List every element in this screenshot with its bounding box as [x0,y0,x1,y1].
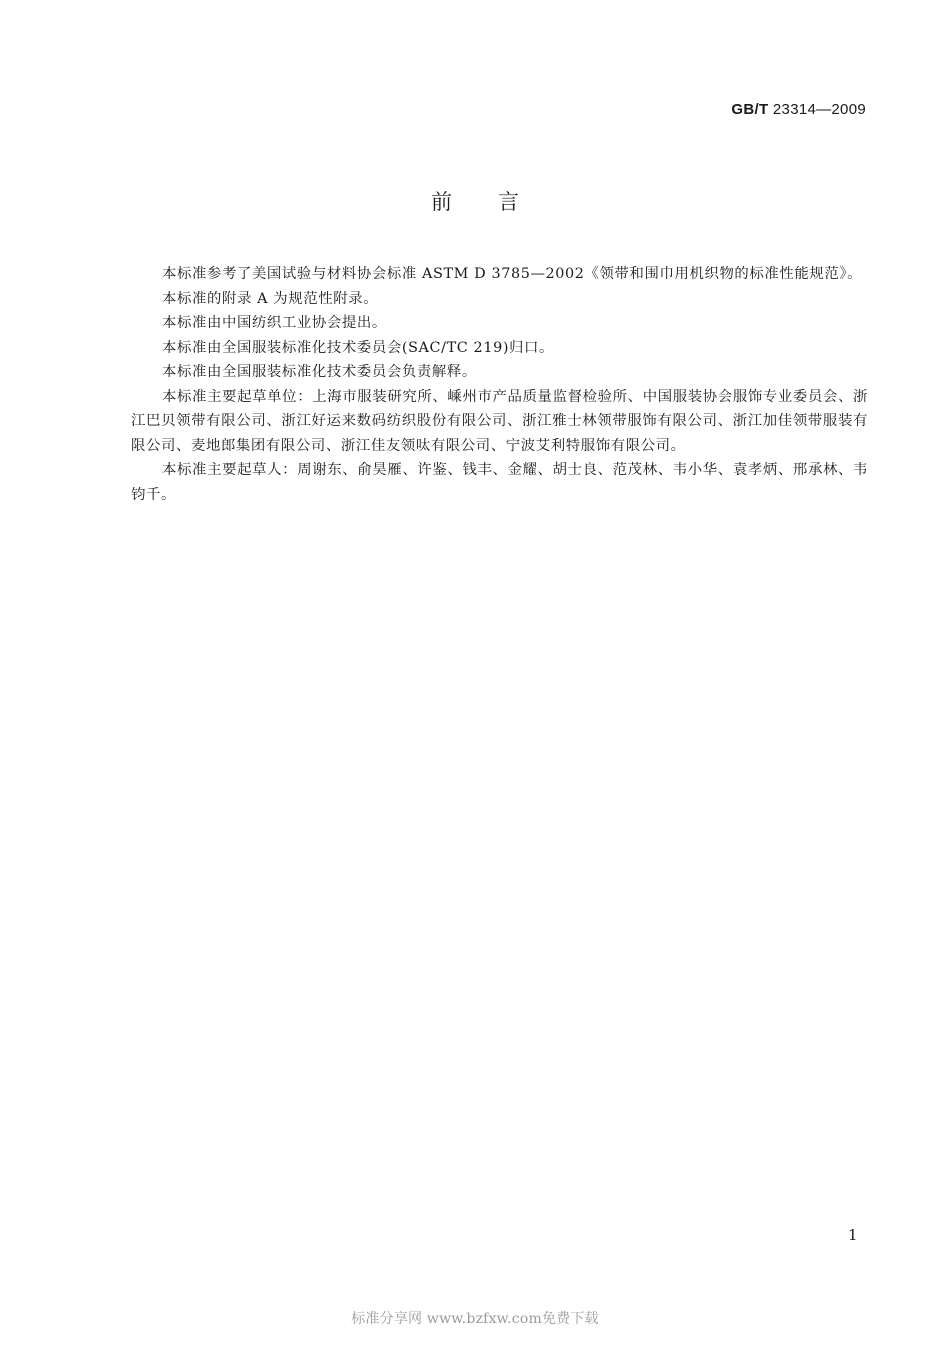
watermark-text: 标准分享网 www.bzfxw.com免费下载 [351,1311,599,1327]
paragraph-administrator: 本标准由全国服装标准化技术委员会(SAC/TC 219)归口。 [162,339,555,356]
paragraph-proposer: 本标准由中国纺织工业协会提出。 [162,315,387,331]
foreword-body [131,262,868,507]
standard-number: 23314—2009 [772,101,866,118]
paragraph-drafters: 本标准主要起草人：周谢东、俞昊雁、许鉴、钱丰、金耀、胡士良、范茂林、韦小华、袁孝炳、邢承林、韦钧千。 [131,462,868,503]
paragraph-appendix: 本标准的附录 A 为规范性附录。 [162,290,379,307]
title-char-1: 前 [431,190,452,214]
standard-prefix: GB/T [731,101,769,118]
paragraph-reference-standard: 本标准参考了美国试验与材料协会标准 ASTM D 3785—2002《领带和围巾用机织物的标准性能规范》。 [162,266,863,282]
title-char-2: 言 [498,190,519,214]
paragraph-drafting-units: 本标准主要起草单位：上海市服装研究所、嵊州市产品质量监督检验所、中国服装协会服饰专业委员会、浙江巴贝领带有限公司、浙江好运来数码纺织股份有限公司、浙江雅士林领带服饰有限公司、浙江加佳领带服装有限公司、麦地郎集团有限公司、浙江佳友领呔有限公司、宁波艾利特服饰有限公司。 [131,388,868,454]
standard-code [731,101,866,118]
page-title [0,186,950,216]
paragraph-interpreter: 本标准由全国服装标准化技术委员会负责解释。 [162,364,477,380]
page-number: 1 [848,1226,858,1244]
